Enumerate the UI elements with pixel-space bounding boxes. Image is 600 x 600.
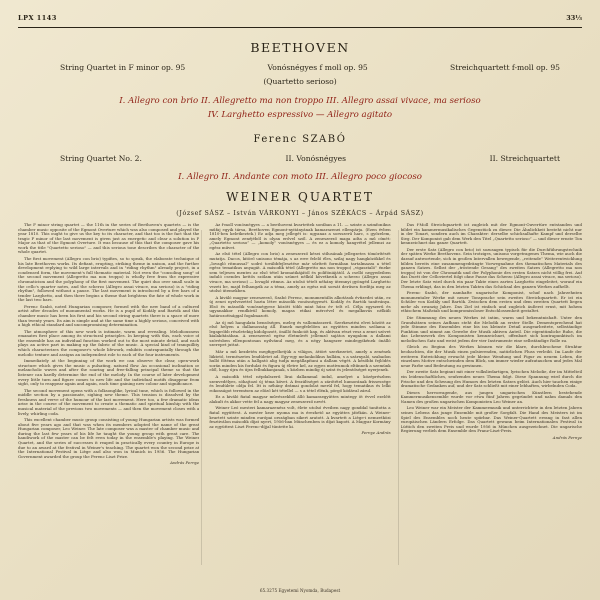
work1-subtitle: (Quartetto serioso) (263, 77, 337, 86)
note-signature: András Pernye (552, 434, 582, 440)
top-rule (18, 27, 582, 28)
note-paragraph: A kiváló magyar zeneszerző, Szabó Ferenc, monumentális alkotások évtizedei után, ez új zenei nyelvezettel hozta létre második vonósnégyesét. Kodály és Bartók tanítványa. Első és második vonósnégyese között több mint húsz év telt el. Célja egyszerű és ugyanakkor rendkívül komoly, magas etikai mércével és megalkuvás nélküli határozottsággal fogalmazott. (209, 294, 391, 318)
note-paragraph: Az f-moll vonósnégyes — a beethoveni kvartettek sorában a 11. — szinte a szimfonikus műfaj egyik társa, Beethoven Egmont-nyitányának kamarazenei ellenpárja. (Ezen évben 1810-ben keletkeztek.) Ez adja meg jellegét is: ugyanaz a sorsszerű harc, s győzelem, amely Egmont zenéjéből is olyan erővel szól. A zeneszerző maga adta a mű címét: „Quartetto serioso” — „komoly” vonósnégyes — és ez a komoly hangvétel jellemzi az egész művet. (209, 223, 391, 250)
note-paragraph: The F minor string quartet — the 11th in the series of Beethoven's quartets — is the chamber music opposite of the Egmont Overture which was also composed and played the year 1810. This ought to give us the key to its character, and that too is the fact that the tragic F minor of the last movement is given just as energetic and clear a solution in F Major as that of the Egmont Overture. It was because of this that the composer gave his work the title "Quartetto serioso" — and this serious tone describes the character of the whole quartet. (18, 223, 200, 255)
note-signature: Pernye András (361, 430, 391, 436)
note-paragraph: Dieses hervorragende, aus jungen ungarischen Künstlern bestehende Kammermusikensemble wurde vor etwa fünf Jahren gegründet und nahm damals den Namen des großen ungarischen Komponisten Leo Weiner an. (400, 389, 582, 404)
note-paragraph: Ferenc Szabó, der namhafte ungarische Komponist, schuf nach Jahrzehnten monumentaler Werke mit neuer Tonsprache sein zweites Streichquartett. Er ist ein Schüler von Kodály und Bartók. Zwischen dem ersten und dem zweiten Quartett liegen mehr als zwanzig Jahre. Das Ziel ist einfach und zugleich äußerst ernst, mit hohem ethischem Maßstab und kompromissloser Entschlossenheit gestaltet. (400, 290, 582, 314)
note-paragraph: The atmosphere of this new work is intimate, warm and revealing. Melodiousness emanates first place among its structural principles. In keeping with this, each voice of the ensemble has an individual function worked out to the most minute detail, and each plays an active part in making up the fabric of the music. A special kind of tranquillity which characterizes the composer's whole lifework, exhibits contrapuntally through the melodic texture and assigns an independent role to each of the four instruments. (18, 328, 200, 357)
liner-notes (18, 223, 582, 580)
note-paragraph: Immediately at the beginning of the work we can observe the clear, open-work structure which gives the music a pulsating, natural flow. An occasional inclination or melancholic waves and after the soaring and free-falling principal theme so that the listener can hardly determine the end of the melody. In the course of later development every little turn and figure comes to new life and the individual motifs disappear from sight, only to reappear again and again, each time gaining new colour and significance. (18, 358, 200, 387)
performer-name: WEINER QUARTET (226, 190, 374, 204)
work2-titles (60, 154, 560, 163)
note-paragraph: Der zweite Satz beginnt mit einer volksliedartigen, lyrischen Melodie, der im Mittelteil ein leidenschaftliches, seufzendes neues Thema folgt. Diese Spannung wird durch die Frische und den Schwung des Humors des letzten Satzes gelöst. Auch hier tauchen einige dramatische Gedanken auf, und der Satz schließt mit einer lebhaften, wirbelnden Coda. (400, 369, 582, 389)
liner-notes-german (401, 223, 582, 580)
work2-movements: I. Allegro II. Andante con moto III. Allegro poco giocoso (178, 172, 422, 182)
printer-credit: 65.3275 Egyetemi Nyomda, Budapest (259, 588, 341, 593)
note-paragraph: The second movement opens with a folksonglike, lyrical tune, which is followed in the middle section by a passionate, sighing new theme. This tension is dissolved by the freshness and verve of the humour of the last movement. Here too, a few dramatic ideas arise in the course of the movement to create a thematic and spiritual kinship with the musical material of the previous two movements — and then the movement closes with a lively, whirling coda. (18, 387, 200, 416)
work2-title-en: String Quartet No. 2. (60, 154, 142, 163)
composer-szabo: Ferenc SZABÓ (253, 134, 347, 145)
work1-title-de: Streichquartett f-moll op. 95 (450, 63, 560, 72)
performer-members: (József SÁSZ – István VÁRKONYI – János SZÉKÁCS – Árpád SÁSZ) (176, 210, 424, 217)
work2-title-hu: II. Vonósnégyes (285, 154, 347, 163)
catalog-number: LPX 1143 (18, 14, 57, 22)
liner-notes-hungarian (209, 223, 390, 580)
note-paragraph: Gleich zu Beginn des Werkes können wir die klare, durchbrochene Struktur beobachten, die der Musik einen pulsierenden, natürlichen Fluss verleiht. Im Laufe der weiteren Entwicklung erwacht jede kleine Wendung und Figur zu neuem Leben, die einzelnen Motive entschwinden dem Blick, um immer wieder aufzutauchen und jedes Mal neue Farbe und Bedeutung zu gewinnen. (400, 344, 582, 368)
note-paragraph: Ferenc Szabó, noted Hungarian composer, formed with the new band of a cultured artist after decades of monumental works. He is a pupil of Kodály and Bartók and this chamber music has been his first and his second string quartets there is a space of more than twenty years. Its aim is simple and at the same time a highly serious, conceived with a high ethical standard and uncompromising determination. (18, 303, 200, 328)
note-paragraph: Az első tétel (Allegro con brio) a zeneszerző kései stílusának jellegzetes tömörítését mutatja. Dacos, kitörő unisono témája, s az erre felelő éles, szilaj nagy hangközökkel és „lovagló ritmussal” sodró továbbfejlesztése már sűrített formában tartalmazza a tétel egész tematikus anyagát. A második tétel (Allegretto ma non troppo) „vigasztaló” éneke sem teljesen mentes az első tétel kromatikájától és polifóniájától. A cselló negyedeiben induló csendes kettős szólam után szünet nélkül következik a scherzo (Allegro assai vivace, ma serioso) — lovagló ritmus. Az utolsó tételt néhány ütemnyi gyöngéd Larghetto vezeti be, majd felhangzik az a téma, amely az egész mű sorsát derűsen fordítja meg az utolsó ütemekben. (209, 251, 391, 294)
note-paragraph: Az új mű hangulata bensőséges, meleg és vallomásszerű. Szerkesztési elvei között az első helyen a dallamosság áll. Ennek megfelelően az együttes minden szólama a legapróbb részletekig kidolgozott, önálló funkciót kap, és aktívan részt vesz a zenei szövet kialakításában. A zeneszerző egész életművét jellemző sajátos nyugalom a dallami szövésben ellenpontosan nyilvánul meg, és a négy hangszer mindegyikének önálló szerepet juttat. (209, 319, 391, 348)
composer-beethoven: BEETHOVEN (250, 40, 350, 55)
work1-title-en: String Quartet in F minor op. 95 (60, 63, 186, 72)
note-paragraph: The first movement (Allegro con brio) typifies, so to speak, the elaborate technique of his late Beethoven works. Its defiant, erupting, striking theme in unison, and the further development replying to wild large intervals and in "riding rhythm" already project, in a condensed form, the movement's full thematic material. Not even the "consoling song" of the second movement (Allegretto ma non troppo) is wholly free from the expressive chromaticism and the polyphony of the first movement. The quiet duo over small scale in the cello's quarter notes, and the scherzo (Allegro assai vivace, ma serioso) is a "riding rhythm", followed without a pause. The last movement is introduced by a few bars of a tender Larghetto, and then there begins a theme that brightens the fate of whole work in the last two bars. (18, 256, 200, 303)
note-paragraph: Ez a kiváló fiatal magyar művészekből álló kamaraegyüttes mintegy öt évvel ezelőtt alakult és akkor vette fel a nagy magyar zeneszerző nevét. (209, 394, 391, 404)
note-paragraph: This excellent chamber music group consisting of young Hungarian artists was formed about five years ago and that was when its members adopted the name of the great Hungarian composer, Leo Weiner. The late composer was a master of chamber music and during the last few years of his life he taught the young group with great care. The handiwork of the master can be felt even today in the ensemble's playing. The Weiner Quartet, and the series of successes it reaped in practically every country in Europe is due to an award at the festival in Weiner's teaching. The quartet won the second prize at the International Festival in Liège and also won in Munich in 1956. The Hungarian Government awarded the group the Ferenc Liszt Prize. (18, 417, 200, 459)
note-paragraph: A második tétel népdalszerű lírai dallammal indul, amelyet a középrészben szenvedélyes, sóhajtozó új téma követ. A feszültséget a zárótétel humorának frissessége és lendülete oldja fel. Itt is néhány drámai gondolat merül fel, hogy tematikus és lelki rokonságot teremtsen az előző két tétellel — s a tétel élénk, pörgő kódával zárul. (209, 373, 391, 393)
note-paragraph: Der erste Satz (Allegro con brio) ist sozusagen typisch für die Durchführungstechnik der späten Werke Beethovens. Sein trotziges, unisono vorgetragenes Thema, wie auch die darauf antwortende, sich in großen Intervallen bewegende, „reitende” Weiterentwicklung bilden bereits eine zusammengedrängte Vorwegnahme des thematischen Materials des ganzen Satzes. Selbst der „tröstende Gesang” des zweiten Satzes (Allegretto ma non troppo) ist von der Chromatik und der Polyphonie des ersten Satzes nicht völlig frei. Auf das Duett der Celloviertel folgt ohne Pause das Scherzo (Allegro assai vivace, ma serioso). Der letzte Satz wird durch ein paar Takte eines zarten Larghetto eingeleitet, worauf ein Thema erklingt, das in den letzten Takten das Schicksal des ganzen Werkes aufhellt. (400, 246, 582, 289)
note-paragraph: Már a mű kezdetén megfigyelhetjük a világos, áttört szerkezetet, amely a zenének lüktető, természetes lendületet ad. Egy-egy melankolikus hullám, s a szárnyaló, szabadon hulló főtéma után a hallgató alig tudja megállapítani a dallam végét. A későbbi fejlődés során minden kis fordulat és figura új életre kel, az egyes motívumok eltűnnek a szemünk elől, hogy újra és újra felbukkanjanak, s közben mindig új színt és jelentőséget nyerjenek. (209, 349, 391, 373)
note-paragraph: Weiner Leó mesteri kamarazenész volt, élete utolsó éveiben nagy gonddal tanította a fiatal együttest. A mester keze nyoma ma is érezhető az együttes játékán. A Weiner-kvartett szinte minden európai országban sikert aratott. A kvartett a Liège-i nemzetközi fesztiválon második díjat nyert, 1956-ban Münchenben is díjat kapott. A Magyar Kormány az együttest Liszt Ferenc-díjjal tüntette ki. (209, 405, 391, 429)
work2-title-de: II. Streichquartett (489, 154, 560, 163)
work1-title-hu: Vonósnégyes f moll op. 95 (267, 63, 368, 72)
note-paragraph: Die Stimmung des neuen Werkes ist intim, warm und bekenntnishaft. Unter den Grundsätzen seines Aufbaus steht die Melodik an erster Stelle. Dementsprechend hat jede Stimme des Ensembles eine bis ins kleinste Detail ausgearbeitete, selbständige Funktion und nimmt am Gewebe der Musik aktiven Anteil. Die eigentümliche Ruhe, die das Lebenswerk des Komponisten kennzeichnet, offenbart sich kontrapunktisch im melodischen Satz und weist jedem der vier Instrumente eine selbständige Rolle zu. (400, 314, 582, 343)
note-paragraph: Das f-Moll Streichquartett ist zugleich mit der Egmont-Ouvertüre entstanden und bildet ein kammermusikalisches Gegenstück zu dieser. Die Ähnlichkeit besteht nicht nur in der Tonart, sondern auch im Charakter: derselbe schicksalhafte Kampf und derselbe Sieg. Der Komponist gab dem Werk den Titel „Quartetto serioso” — und dieser ernste Ton kennzeichnet das ganze Quartett. (400, 223, 582, 246)
work1-movements-line1: I. Allegro con brio II. Allegretto ma non troppo III. Allegro assai vivace, ma serioso (119, 96, 481, 106)
note-paragraph: Leo Weiner war ein Meister der Kammermusik und unterrichtete in den letzten Jahren seines Lebens das junge Ensemble mit großer Sorgfalt. Die Hand des Meisters ist im Spiel des Ensembles noch heute spürbar. Das Weiner-Quartett errang in fast allen europäischen Ländern Erfolge. Das Quartett gewann beim Internationalen Festival in Lüttich den zweiten Preis und wurde 1956 in München ausgezeichnet. Die ungarische Regierung verlieh dem Ensemble den Franz-Liszt-Preis. (400, 405, 582, 434)
work1-movements-line2: IV. Larghetto espressivo — Allegro agitato (207, 110, 393, 120)
note-signature: András Pernye (170, 460, 200, 466)
work1-titles (60, 63, 560, 72)
playback-speed: 33⅓ (566, 14, 582, 22)
liner-notes-english (18, 223, 199, 580)
